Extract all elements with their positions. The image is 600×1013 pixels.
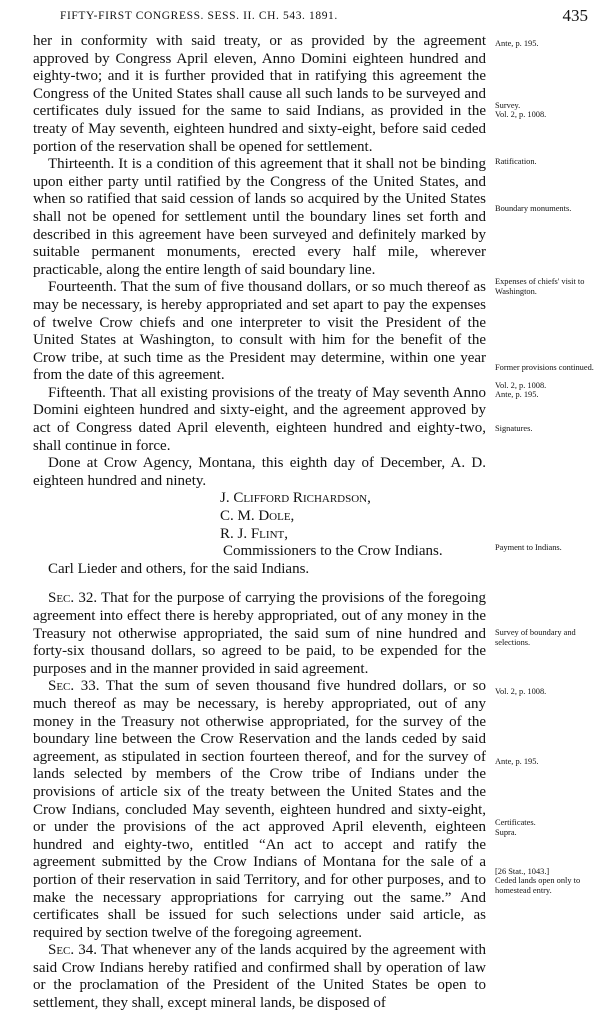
note-survey-boundary: Survey of boundary and selections. bbox=[495, 628, 576, 647]
section-33-text: That the sum of seven thousand five hundred dollars, or so much thereof as may be necessary, is hereby appropriated, out of any money in the Treasury not otherwise appropriated, for the survey of the boundary line between the Crow Reservation and the lands ceded by said agreement, as stipulated in section fourteen thereof, and for the survey of lands selected by members of the Crow tribe of Indians under the provisions of article six of the treaty between the United States and the Crow Indians, concluded May seventh, eighteen hundred and sixty-eight, or under the provisions of the act approved April eleventh, eighteen hundred and eighty-two, entitled “An act to accept and ratify the agreement submitted by the Crow Indians of Montana for the sale of a portion of their reservation in said Territory, and for other purposes, and to make the necessary appropriations for carrying out the same.” And certificates shall be issued for such selections under said article, as required by section twelve of the foregoing agreement. bbox=[33, 678, 486, 941]
note-ante-195-b: Ante, p. 195. bbox=[495, 757, 539, 766]
note-supra: Supra. bbox=[495, 828, 517, 837]
note-former-ante: Ante, p. 195. bbox=[495, 390, 539, 399]
note-vol-1008: Vol. 2, p. 1008. bbox=[495, 687, 547, 696]
note-boundary-monuments: Boundary monuments. bbox=[495, 204, 572, 213]
note-signatures: Signatures. bbox=[495, 424, 533, 433]
running-head: FIFTY-FIRST CONGRESS. SESS. II. CH. 543. 1891. bbox=[60, 10, 338, 22]
section-34 bbox=[33, 942, 486, 1012]
signature-commissioners: Commissioners to the Crow Indians. bbox=[223, 543, 443, 560]
note-survey: Survey. bbox=[495, 101, 521, 110]
note-former-vol: Vol. 2, p. 1008. bbox=[495, 381, 547, 390]
page-number: 435 bbox=[562, 6, 588, 25]
note-ante-195: Ante, p. 195. bbox=[495, 39, 539, 48]
note-certificates: Certificates. bbox=[495, 818, 536, 827]
page-header bbox=[0, 6, 600, 26]
paragraph-done-at: Done at Crow Agency, Montana, this eighth day of December, A. D. eighteen hundred and ninety. bbox=[33, 455, 486, 489]
main-text bbox=[33, 33, 486, 1013]
paragraph-thirteenth: Thirteenth. It is a condition of this agreement that it shall not be binding upon either party until ratified by the Congress of the United States, and when so ratified that said cession of lands so acquired by the United States shall not be opened for settlement until the boundary lines set forth and described in this agreement have been surveyed and definitely marked by suitable permanent monuments, erected every half mile, wherever practicable, along the entire length of said boundary line. bbox=[33, 156, 486, 278]
note-ceded-lands: Ceded lands open only to homestead entry. bbox=[495, 876, 581, 895]
section-32 bbox=[33, 590, 486, 678]
note-expenses: Expenses of chiefs' visit to Washington. bbox=[495, 277, 585, 296]
note-stat: [26 Stat., 1043.] bbox=[495, 867, 550, 876]
note-payment: Payment to Indians. bbox=[495, 543, 562, 552]
section-33 bbox=[33, 678, 486, 942]
signature-flint: R. J. Flint, bbox=[220, 525, 288, 542]
note-ratification: Ratification. bbox=[495, 157, 537, 166]
section-32-label: Sec. 32. bbox=[48, 590, 98, 607]
paragraph-lieder: Carl Lieder and others, for the said Indians. bbox=[48, 560, 310, 577]
section-32-text: That for the purpose of carrying the provisions of the foregoing agreement into effect there is hereby appropriated, out of any money in the Treasury not otherwise appropriated, the said sum of nine hundred and forty-six thousand dollars, so agreed to be paid, to be expended for the purposes and in the manner provided in said agreement. bbox=[33, 590, 486, 677]
section-34-text: That whenever any of the lands acquired by the agreement with said Crow Indians hereby ratified and confirmed shall by operation of law or the proclamation of the President of the United States be open to settlement, they shall, except mineral lands, be disposed of bbox=[33, 942, 486, 1012]
section-34-label: Sec. 34. bbox=[48, 942, 98, 959]
note-survey-ref: Vol. 2, p. 1008. bbox=[495, 110, 547, 119]
signature-dole: C. M. Dole, bbox=[220, 508, 295, 525]
paragraph-fifteenth: Fifteenth. That all existing provisions of the treaty of May seventh Anno Domini eighteen hundred and sixty-eight, and the agreement approved by act of Congress dated April eleventh, eighteen hundred and eighty-two, shall continue in force. bbox=[33, 384, 486, 454]
paragraph-fourteenth: Fourteenth. That the sum of five thousand dollars, or so much thereof as may be necessary, is hereby appropriated and set apart to pay the expenses of twelve Crow chiefs and one interpreter to visit the President of the United States at Washington, to consult with him for the benefit of the Crow tribe, at such time as the President may determine, within one year from the date of this agreement. bbox=[33, 279, 486, 384]
signature-richardson: J. Clifford Richardson, bbox=[220, 490, 371, 507]
note-former-provisions: Former provisions continued. bbox=[495, 363, 594, 372]
section-33-label: Sec. 33. bbox=[48, 678, 100, 695]
paragraph-continuation: her in conformity with said treaty, or as provided by the agreement approved by Congress April eleven, Anno Domini eighteen hundred and eighty-two; and it is further provided that in ratifying this agreement the Congress of the United States shall cause all such lands to be surveyed and certificates duly issued for the same to said Indians, as provided in the treaty of May seventh, eighteen hundred and sixty-eight, before said ceded portion of the reservation shall be opened for settlement. bbox=[33, 33, 486, 155]
